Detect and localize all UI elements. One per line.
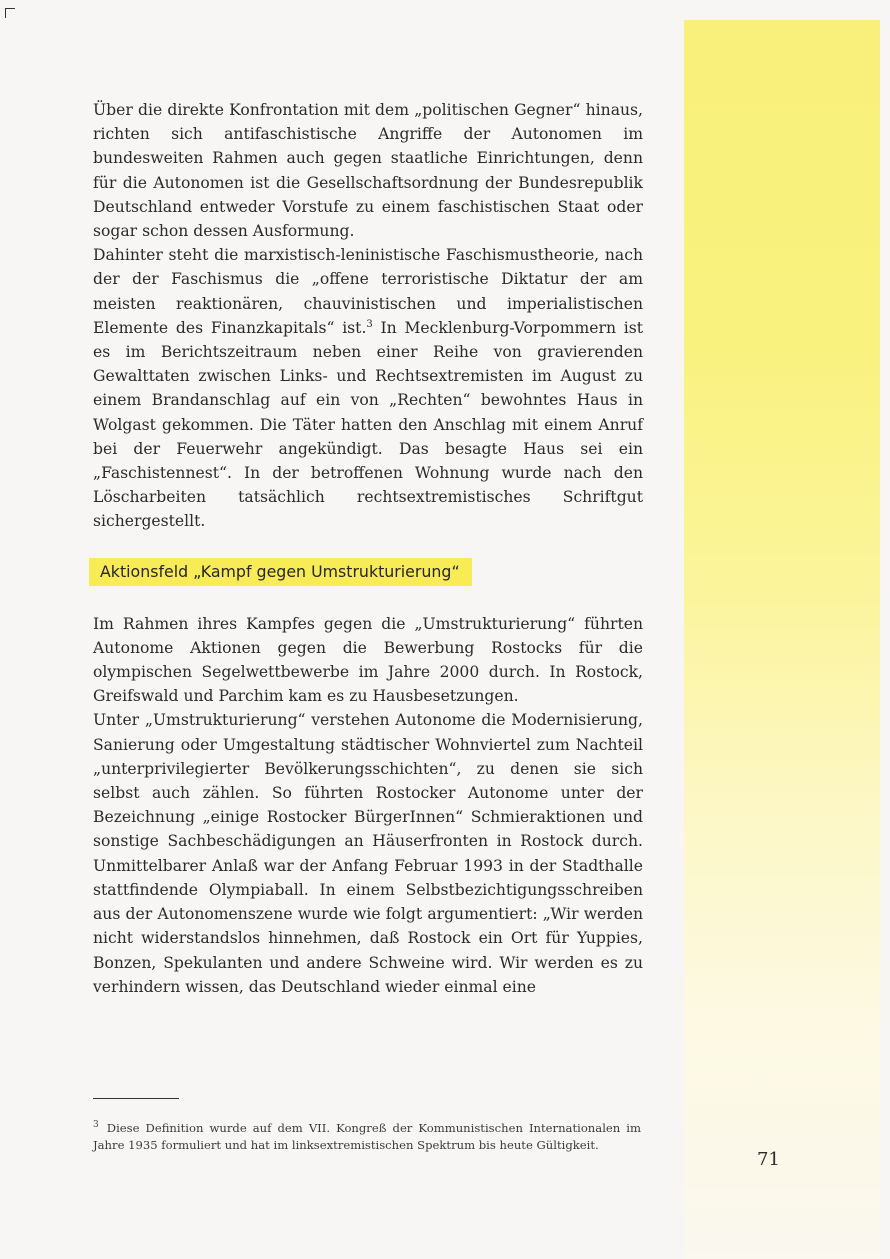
crop-mark	[5, 8, 15, 18]
footnote-text: Diese Definition wurde auf dem VII. Kongreß der Kommunistischen Internationalen im Jahre 1935 formuliert und hat im linksextremistischen Spektrum bis heute Gültigkeit.	[93, 1120, 641, 1153]
paragraph-4: Unter „Umstrukturierung“ verstehen Autonome die Modernisierung, Sanierung oder Umgestaltung städtischer Wohnviertel zum Nachteil „unterprivilegierter Bevölkerungsschichten“, zu denen sie sich selbst auch zählen. So führten Rostocker Autonome unter der Bezeichnung „einige Rostocker BürgerInnen“ Schmieraktionen und sonstige Sachbeschädigungen an Häuserfronten in Rostock durch. Unmittelbarer Anlaß war der Anfang Februar 1993 in der Stadthalle stattfindende Olympiaball. In einem Selbstbezichtigungsschreiben aus der Autonomenszene wurde wie folgt argumentiert: „Wir werden nicht widerstandslos hinnehmen, daß Rostock ein Ort für Yuppies, Bonzen, Spekulanten und andere Schweine wird. Wir werden es zu verhindern wissen, das Deutschland wieder einmal eine	[93, 711, 643, 996]
body-text	[93, 98, 643, 999]
paragraph-2	[93, 243, 643, 533]
paragraph-2-part-1: Dahinter steht die marxistisch-leninistische Faschismustheorie, nach der der Faschismus die „offene terroristische Diktatur der am meisten reaktionären, chauvinistischen und imperialistischen Elemente des Finanzkapitals“ ist.	[93, 246, 643, 337]
footnote	[93, 1117, 641, 1154]
section-heading-wrap	[89, 558, 643, 586]
paragraph-1: Über die direkte Konfrontation mit dem „politischen Gegner“ hinaus, richten sich antifaschistische Angriffe der Autonomen im bundesweiten Rahmen auch gegen staatliche Einrichtungen, denn für die Autonomen ist die Gesellschaftsordnung der Bundesrepublik Deutschland entweder Vorstufe zu einem faschistischen Staat oder sogar schon dessen Ausformung.	[93, 101, 643, 241]
footnote-divider	[93, 1098, 179, 1099]
paragraph-3: Im Rahmen ihres Kampfes gegen die „Umstrukturierung“ führten Autonome Aktionen gegen die Bewerbung Rostocks für die olympischen Segelwettbewerbe im Jahre 2000 durch. In Rostock, Greifswald und Parchim kam es zu Hausbesetzungen.	[93, 614, 643, 706]
paragraph-2-part-2: In Mecklenburg-Vorpommern ist es im Berichtszeitraum neben einer Reihe von gravierenden Gewalttaten zwischen Links- und Rechtsextremisten im August zu einem Brandanschlag auf ein von „Rechten“ bewohntes Haus in Wolgast gekommen. Die Täter hatten den Anschlag mit einem Anruf bei der Feuerwehr angekündigt. Das besagte Haus sei ein „Faschistennest“. In der betroffenen Wohnung wurde nach den Löscharbeiten tatsächlich rechtsextremistisches Schriftgut sichergestellt.	[93, 318, 643, 531]
yellow-margin-strip	[684, 20, 880, 1259]
footnote-reference: 3	[366, 318, 373, 330]
section-heading: Aktionsfeld „Kampf gegen Umstrukturierung“	[89, 558, 472, 586]
footnote-marker: 3	[93, 1120, 99, 1130]
page-number: 71	[757, 1149, 780, 1170]
